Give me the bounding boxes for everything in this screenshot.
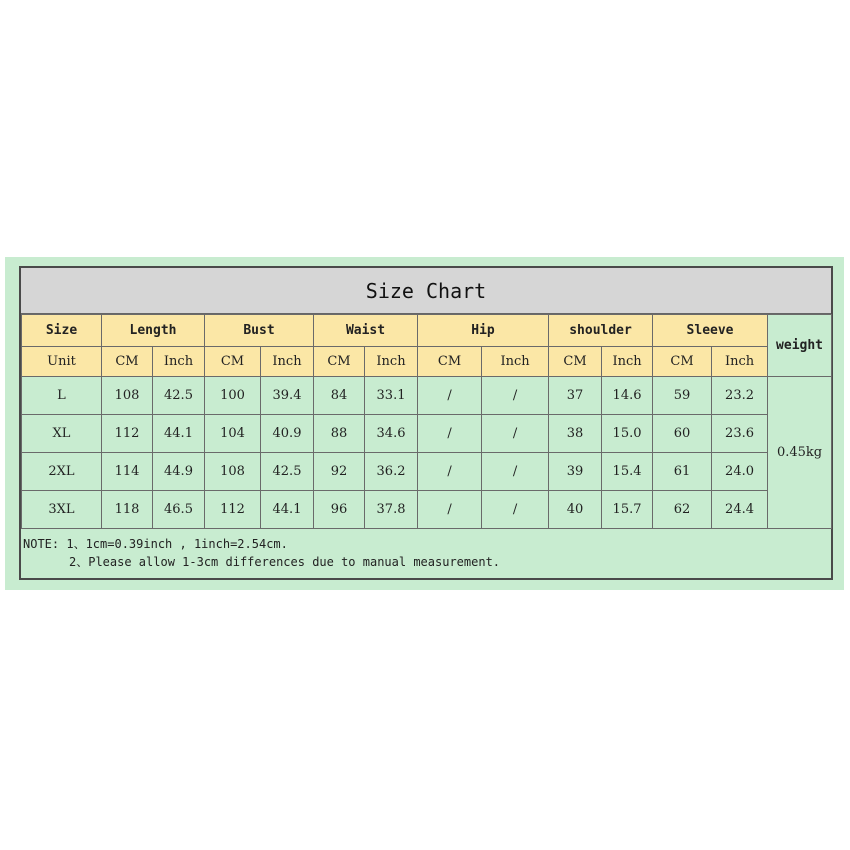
shoulder-cm-cell: 39 [549,453,602,491]
chart-title: Size Chart [21,268,831,314]
header-row [22,315,832,347]
size-cell: 2XL [22,453,102,491]
hip-cm-cell: / [418,415,482,453]
hip-inch-cell: / [482,377,549,415]
table-row [22,377,832,415]
bust-inch-cell: 39.4 [261,377,314,415]
sleeve-cm-cell: 61 [653,453,712,491]
unit-inch: Inch [261,347,314,377]
hip-inch-cell: / [482,453,549,491]
header-shoulder: shoulder [549,315,653,347]
sleeve-inch-cell: 23.2 [712,377,768,415]
waist-cm-cell: 92 [314,453,365,491]
table-row [22,415,832,453]
unit-cm: CM [549,347,602,377]
sleeve-cm-cell: 62 [653,491,712,529]
shoulder-inch-cell: 15.4 [602,453,653,491]
length-cm-cell: 114 [102,453,153,491]
shoulder-inch-cell: 14.6 [602,377,653,415]
length-cm-cell: 118 [102,491,153,529]
weight-value: 0.45kg [768,377,832,529]
size-cell: 3XL [22,491,102,529]
size-chart-frame [19,266,833,580]
shoulder-inch-cell: 15.0 [602,415,653,453]
unit-inch: Inch [602,347,653,377]
hip-cm-cell: / [418,377,482,415]
note-block [23,535,823,571]
length-inch-cell: 46.5 [153,491,205,529]
unit-inch: Inch [482,347,549,377]
bust-inch-cell: 42.5 [261,453,314,491]
unit-inch: Inch [365,347,418,377]
header-weight: weight [768,315,832,377]
sleeve-inch-cell: 23.6 [712,415,768,453]
sleeve-inch-cell: 24.4 [712,491,768,529]
shoulder-cm-cell: 37 [549,377,602,415]
waist-cm-cell: 84 [314,377,365,415]
header-size: Size [22,315,102,347]
sleeve-cm-cell: 59 [653,377,712,415]
header-length: Length [102,315,205,347]
unit-row [22,347,832,377]
hip-cm-cell: / [418,453,482,491]
length-inch-cell: 44.1 [153,415,205,453]
bust-inch-cell: 40.9 [261,415,314,453]
length-cm-cell: 108 [102,377,153,415]
bust-cm-cell: 112 [205,491,261,529]
shoulder-cm-cell: 40 [549,491,602,529]
unit-inch: Inch [153,347,205,377]
table-row [22,491,832,529]
unit-cm: CM [102,347,153,377]
bust-inch-cell: 44.1 [261,491,314,529]
unit-cm: CM [314,347,365,377]
hip-inch-cell: / [482,415,549,453]
bust-cm-cell: 104 [205,415,261,453]
waist-inch-cell: 34.6 [365,415,418,453]
shoulder-inch-cell: 15.7 [602,491,653,529]
header-waist: Waist [314,315,418,347]
shoulder-cm-cell: 38 [549,415,602,453]
waist-cm-cell: 96 [314,491,365,529]
length-inch-cell: 44.9 [153,453,205,491]
size-cell: L [22,377,102,415]
bust-cm-cell: 108 [205,453,261,491]
bust-cm-cell: 100 [205,377,261,415]
note-line-2: 2、Please allow 1-3cm differences due to manual measurement. [69,555,501,569]
unit-cm: CM [205,347,261,377]
unit-label: Unit [22,347,102,377]
hip-inch-cell: / [482,491,549,529]
unit-inch: Inch [712,347,768,377]
waist-inch-cell: 36.2 [365,453,418,491]
unit-cm: CM [418,347,482,377]
waist-inch-cell: 37.8 [365,491,418,529]
sleeve-inch-cell: 24.0 [712,453,768,491]
header-bust: Bust [205,315,314,347]
size-chart-panel [5,257,844,590]
hip-cm-cell: / [418,491,482,529]
waist-inch-cell: 33.1 [365,377,418,415]
unit-cm: CM [653,347,712,377]
header-sleeve: Sleeve [653,315,768,347]
waist-cm-cell: 88 [314,415,365,453]
length-cm-cell: 112 [102,415,153,453]
sleeve-cm-cell: 60 [653,415,712,453]
note-line-1: NOTE: 1、1cm=0.39inch , 1inch=2.54cm. [23,537,288,551]
size-table [21,314,832,529]
size-cell: XL [22,415,102,453]
header-hip: Hip [418,315,549,347]
length-inch-cell: 42.5 [153,377,205,415]
table-row [22,453,832,491]
